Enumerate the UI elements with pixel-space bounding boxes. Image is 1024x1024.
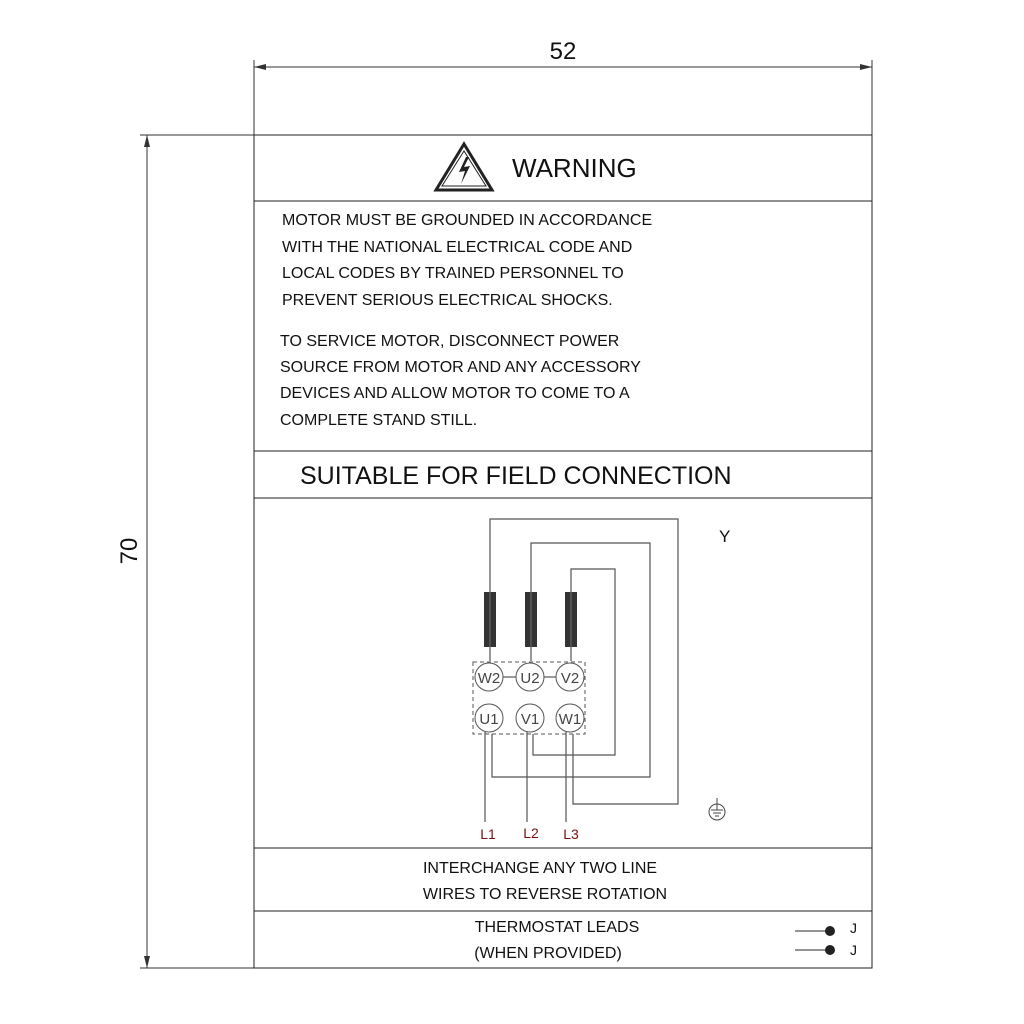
rotation-note-line: INTERCHANGE ANY TWO LINE: [422, 860, 658, 877]
paragraph-line: TO SERVICE MOTOR, DISCONNECT POWER: [280, 333, 620, 350]
width-dimension: [254, 38, 872, 135]
paragraph-line: MOTOR MUST BE GROUNDED IN ACCORDANCE: [282, 212, 653, 229]
electrical-hazard-icon: [436, 144, 492, 190]
paragraph-line: LOCAL CODES BY TRAINED PERSONNEL TO: [282, 265, 624, 282]
terminal-label: V1: [520, 711, 540, 728]
rotation-note-line: WIRES TO REVERSE ROTATION: [422, 886, 668, 903]
height-dimension: [116, 135, 254, 968]
thermostat-note-line: (WHEN PROVIDED): [474, 945, 622, 962]
paragraph-line: COMPLETE STAND STILL.: [280, 412, 478, 429]
coil: [484, 592, 577, 647]
thermostat-lead: [795, 920, 857, 936]
paragraph-line: WITH THE NATIONAL ELECTRICAL CODE AND: [282, 239, 633, 256]
height-value: 70: [116, 537, 143, 565]
terminal-label: W1: [558, 711, 582, 728]
thermostat-lead: [795, 942, 857, 958]
width-value: 52: [549, 38, 577, 65]
line-label: L1: [480, 826, 496, 842]
warning-title: WARNING: [512, 153, 637, 183]
connection-type: Y: [719, 527, 731, 546]
terminal-label: U1: [479, 711, 499, 728]
lead-label: J: [850, 942, 857, 958]
terminal-label: V2: [560, 670, 580, 687]
wiring-diagram: [473, 519, 730, 842]
line-label: L3: [563, 826, 579, 842]
thermostat-note-line: THERMOSTAT LEADS: [474, 919, 640, 936]
paragraph-line: DEVICES AND ALLOW MOTOR TO COME TO A: [280, 385, 630, 402]
label-border: [254, 135, 872, 968]
connection-title: SUITABLE FOR FIELD CONNECTION: [300, 462, 732, 490]
paragraph-line: PREVENT SERIOUS ELECTRICAL SHOCKS.: [282, 292, 613, 309]
ground-icon: [709, 798, 725, 820]
terminal-label: W2: [477, 670, 501, 687]
line-label: L2: [523, 825, 539, 841]
lead-label: J: [850, 920, 857, 936]
paragraph-line: SOURCE FROM MOTOR AND ANY ACCESSORY: [280, 359, 641, 376]
terminal-label: U2: [520, 670, 540, 687]
